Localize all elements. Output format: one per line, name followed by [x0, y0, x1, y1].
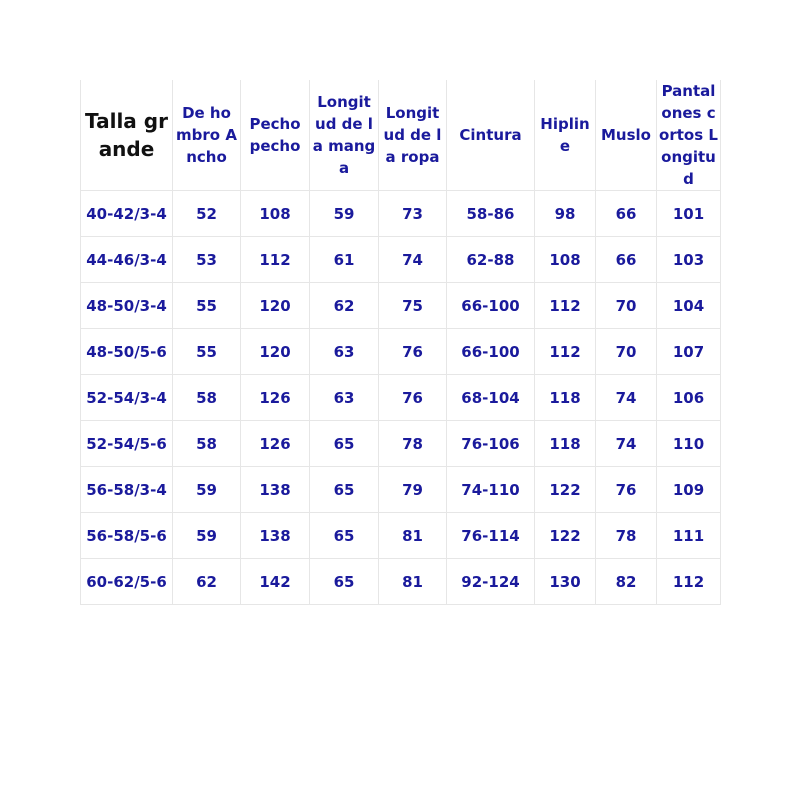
cell-chest: 126	[241, 421, 310, 467]
cell-sleeve-length: 62	[310, 283, 379, 329]
cell-size: 48-50/5-6	[81, 329, 173, 375]
cell-hipline: 130	[535, 559, 596, 605]
cell-hipline: 122	[535, 467, 596, 513]
cell-sleeve-length: 65	[310, 559, 379, 605]
cell-size: 48-50/3-4	[81, 283, 173, 329]
cell-chest: 138	[241, 513, 310, 559]
cell-shorts-length: 104	[657, 283, 721, 329]
cell-garment-length: 73	[379, 191, 447, 237]
cell-chest: 138	[241, 467, 310, 513]
cell-sleeve-length: 65	[310, 467, 379, 513]
header-shorts-length: Pantalones cortos Longitud	[657, 80, 721, 191]
cell-thigh: 66	[596, 237, 657, 283]
cell-thigh: 76	[596, 467, 657, 513]
cell-size: 56-58/5-6	[81, 513, 173, 559]
cell-garment-length: 79	[379, 467, 447, 513]
table-row	[81, 421, 721, 467]
cell-waist: 62-88	[447, 237, 535, 283]
table-row	[81, 191, 721, 237]
cell-hipline: 112	[535, 329, 596, 375]
cell-sleeve-length: 65	[310, 421, 379, 467]
cell-sleeve-length: 61	[310, 237, 379, 283]
cell-garment-length: 81	[379, 513, 447, 559]
cell-shoulder-width: 62	[173, 559, 241, 605]
cell-shorts-length: 101	[657, 191, 721, 237]
cell-shorts-length: 106	[657, 375, 721, 421]
table-row	[81, 375, 721, 421]
cell-thigh: 66	[596, 191, 657, 237]
cell-size: 40-42/3-4	[81, 191, 173, 237]
cell-sleeve-length: 63	[310, 329, 379, 375]
header-thigh: Muslo	[596, 80, 657, 191]
cell-shoulder-width: 58	[173, 421, 241, 467]
cell-size: 52-54/5-6	[81, 421, 173, 467]
cell-hipline: 112	[535, 283, 596, 329]
cell-waist: 76-106	[447, 421, 535, 467]
cell-hipline: 118	[535, 421, 596, 467]
cell-thigh: 74	[596, 375, 657, 421]
cell-chest: 120	[241, 283, 310, 329]
table-row	[81, 467, 721, 513]
cell-shorts-length: 103	[657, 237, 721, 283]
cell-chest: 108	[241, 191, 310, 237]
table-row	[81, 329, 721, 375]
cell-shoulder-width: 58	[173, 375, 241, 421]
cell-shoulder-width: 59	[173, 467, 241, 513]
cell-thigh: 74	[596, 421, 657, 467]
cell-garment-length: 78	[379, 421, 447, 467]
cell-hipline: 98	[535, 191, 596, 237]
cell-shorts-length: 107	[657, 329, 721, 375]
cell-sleeve-length: 63	[310, 375, 379, 421]
header-garment-length: Longitud de la ropa	[379, 80, 447, 191]
header-hipline: Hipline	[535, 80, 596, 191]
cell-size: 44-46/3-4	[81, 237, 173, 283]
cell-shoulder-width: 59	[173, 513, 241, 559]
header-shoulder-width: De hombro Ancho	[173, 80, 241, 191]
cell-shoulder-width: 55	[173, 329, 241, 375]
cell-hipline: 122	[535, 513, 596, 559]
cell-garment-length: 76	[379, 375, 447, 421]
table-row	[81, 559, 721, 605]
cell-waist: 76-114	[447, 513, 535, 559]
cell-shoulder-width: 55	[173, 283, 241, 329]
cell-chest: 126	[241, 375, 310, 421]
cell-hipline: 108	[535, 237, 596, 283]
cell-shoulder-width: 52	[173, 191, 241, 237]
cell-thigh: 82	[596, 559, 657, 605]
cell-waist: 66-100	[447, 283, 535, 329]
header-chest: Pecho pecho	[241, 80, 310, 191]
cell-waist: 66-100	[447, 329, 535, 375]
cell-chest: 142	[241, 559, 310, 605]
size-chart-table	[80, 80, 721, 605]
table-row	[81, 513, 721, 559]
cell-thigh: 70	[596, 283, 657, 329]
cell-waist: 74-110	[447, 467, 535, 513]
table-row	[81, 283, 721, 329]
cell-shorts-length: 111	[657, 513, 721, 559]
cell-garment-length: 76	[379, 329, 447, 375]
cell-sleeve-length: 65	[310, 513, 379, 559]
cell-shorts-length: 112	[657, 559, 721, 605]
cell-waist: 92-124	[447, 559, 535, 605]
cell-waist: 58-86	[447, 191, 535, 237]
cell-garment-length: 74	[379, 237, 447, 283]
cell-sleeve-length: 59	[310, 191, 379, 237]
cell-shorts-length: 109	[657, 467, 721, 513]
cell-chest: 112	[241, 237, 310, 283]
table-body	[81, 191, 721, 605]
cell-hipline: 118	[535, 375, 596, 421]
corner-label: Talla grande	[81, 80, 173, 191]
header-waist: Cintura	[447, 80, 535, 191]
table-row	[81, 237, 721, 283]
cell-shorts-length: 110	[657, 421, 721, 467]
header-sleeve-length: Longitud de la manga	[310, 80, 379, 191]
header-row	[81, 80, 721, 191]
cell-thigh: 70	[596, 329, 657, 375]
cell-waist: 68-104	[447, 375, 535, 421]
cell-size: 56-58/3-4	[81, 467, 173, 513]
cell-garment-length: 81	[379, 559, 447, 605]
cell-thigh: 78	[596, 513, 657, 559]
cell-garment-length: 75	[379, 283, 447, 329]
table-header	[81, 80, 721, 191]
cell-shoulder-width: 53	[173, 237, 241, 283]
cell-size: 52-54/3-4	[81, 375, 173, 421]
cell-chest: 120	[241, 329, 310, 375]
cell-size: 60-62/5-6	[81, 559, 173, 605]
